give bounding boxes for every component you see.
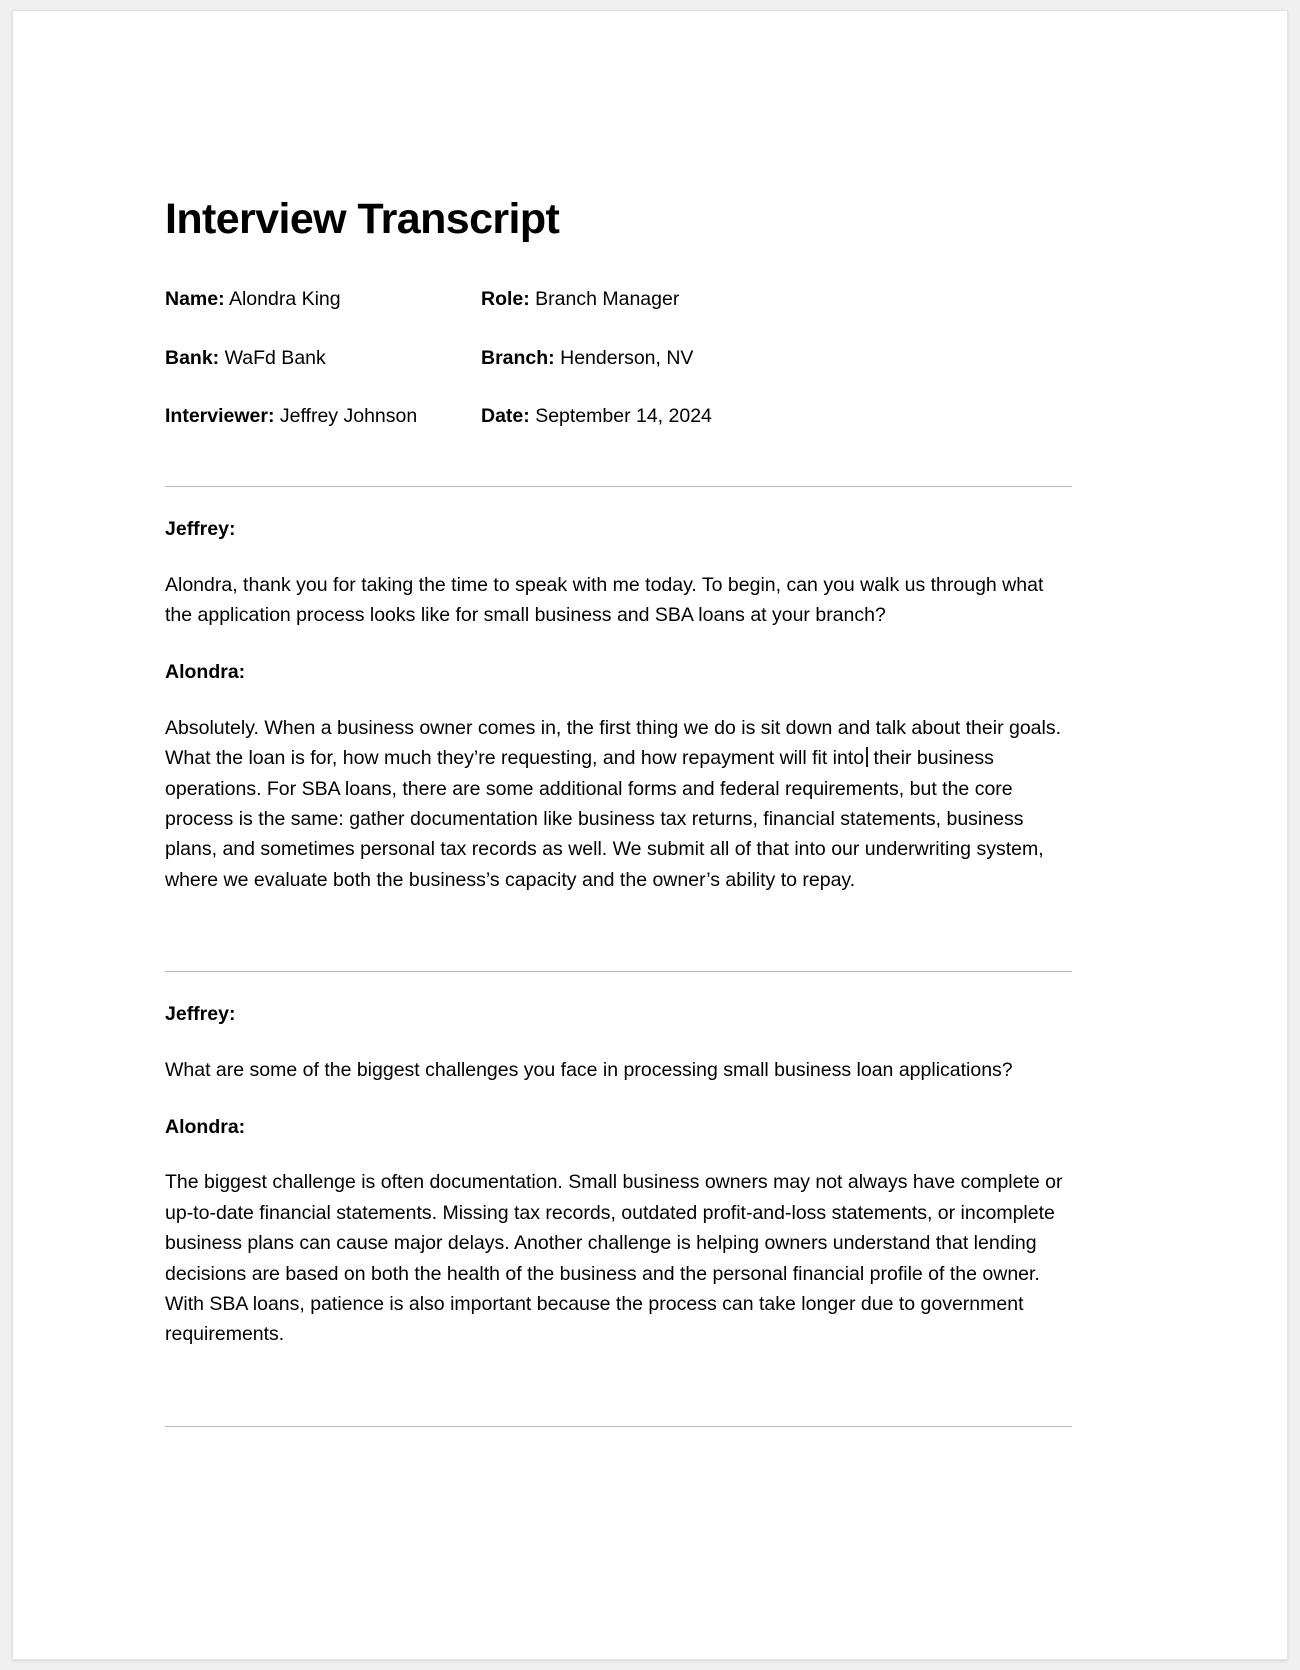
- transcript-turn-3: [165, 972, 1072, 1085]
- metadata-cell-interviewer: [165, 404, 481, 462]
- document-page: [12, 10, 1288, 1660]
- speaker-label-jeffrey-1: Jeffrey:: [165, 518, 236, 541]
- spacer: [165, 1350, 1072, 1402]
- metadata-value-interviewer: Jeffrey Johnson: [279, 404, 418, 427]
- transcript-turn-2: [165, 660, 1072, 895]
- metadata-label-interviewer: Interviewer:: [165, 404, 275, 427]
- transcript-turn-4: [165, 1115, 1072, 1350]
- metadata-label-date: Date:: [481, 404, 530, 427]
- metadata-label-branch: Branch:: [481, 346, 555, 369]
- metadata-row-interviewer: [165, 404, 1072, 462]
- speaker-label-alondra-1: Alondra:: [165, 661, 246, 684]
- speaker-label-alondra-2: Alondra:: [165, 1116, 246, 1139]
- metadata-cell-bank: [165, 346, 481, 404]
- utterance-segment-after-caret: their business operations. For SBA loans, there are some additional forms and federal requirements, but the core process is the same: gather documentation like business tax returns, financial statements, business plans, and sometimes personal tax records as well. We submit all of that into our underwriting system, where we evaluate both the business’s capacity and the owner’s ability to repay.: [165, 747, 1044, 891]
- transcript-turn-1: [165, 487, 1072, 630]
- spacer: [165, 1085, 1072, 1115]
- metadata-label-role: Role:: [481, 288, 530, 311]
- utterance-segment-before-caret: Absolutely. When a business owner comes in, the first thing we do is sit down and talk about their goals. What the loan is for, how much they’re requesting, and how repayment will fit into: [165, 716, 1062, 770]
- metadata-value-bank: WaFd Bank: [224, 346, 326, 369]
- metadata-row-name: [165, 287, 1072, 345]
- utterance-text-alondra-2: The biggest challenge is often documentation. Small business owners may not always have complete or up-to-date financial statements. Missing tax records, outdated profit-and-loss statements, or incomplete business plans can cause major delays. Another challenge is helping owners understand that lending decisions are based on both the health of the business and the personal financial profile of the owner. With SBA loans, patience is also important because the process can take longer due to government requirements.: [165, 1171, 1063, 1346]
- section-divider-3: [165, 1426, 1072, 1427]
- page-title: Interview Transcript: [165, 195, 560, 243]
- metadata-value-date: September 14, 2024: [535, 404, 712, 427]
- utterance-text-alondra-1: [165, 713, 1072, 895]
- metadata-label-bank: Bank:: [165, 346, 220, 369]
- spacer: [165, 630, 1072, 660]
- metadata-table: [165, 287, 1072, 462]
- utterance-text-jeffrey-2: What are some of the biggest challenges you face in processing small business loan applications?: [165, 1058, 1013, 1081]
- metadata-cell-date: [481, 404, 1072, 462]
- metadata-row-bank: [165, 346, 1072, 404]
- metadata-label-name: Name:: [165, 288, 225, 311]
- speaker-label-jeffrey-2: Jeffrey:: [165, 1003, 236, 1026]
- metadata-cell-branch: [481, 346, 1072, 404]
- metadata-value-role: Branch Manager: [535, 288, 680, 311]
- metadata-value-branch: Henderson, NV: [560, 346, 694, 369]
- metadata-cell-role: [481, 287, 1072, 345]
- metadata-cell-name: [165, 287, 481, 345]
- document-content: [13, 11, 1287, 1427]
- utterance-text-jeffrey-1: Alondra, thank you for taking the time to speak with me today. To begin, can you walk us through what the application process looks like for small business and SBA loans at your branch?: [165, 573, 1044, 627]
- metadata-value-name: Alondra King: [228, 288, 341, 311]
- spacer: [165, 895, 1072, 947]
